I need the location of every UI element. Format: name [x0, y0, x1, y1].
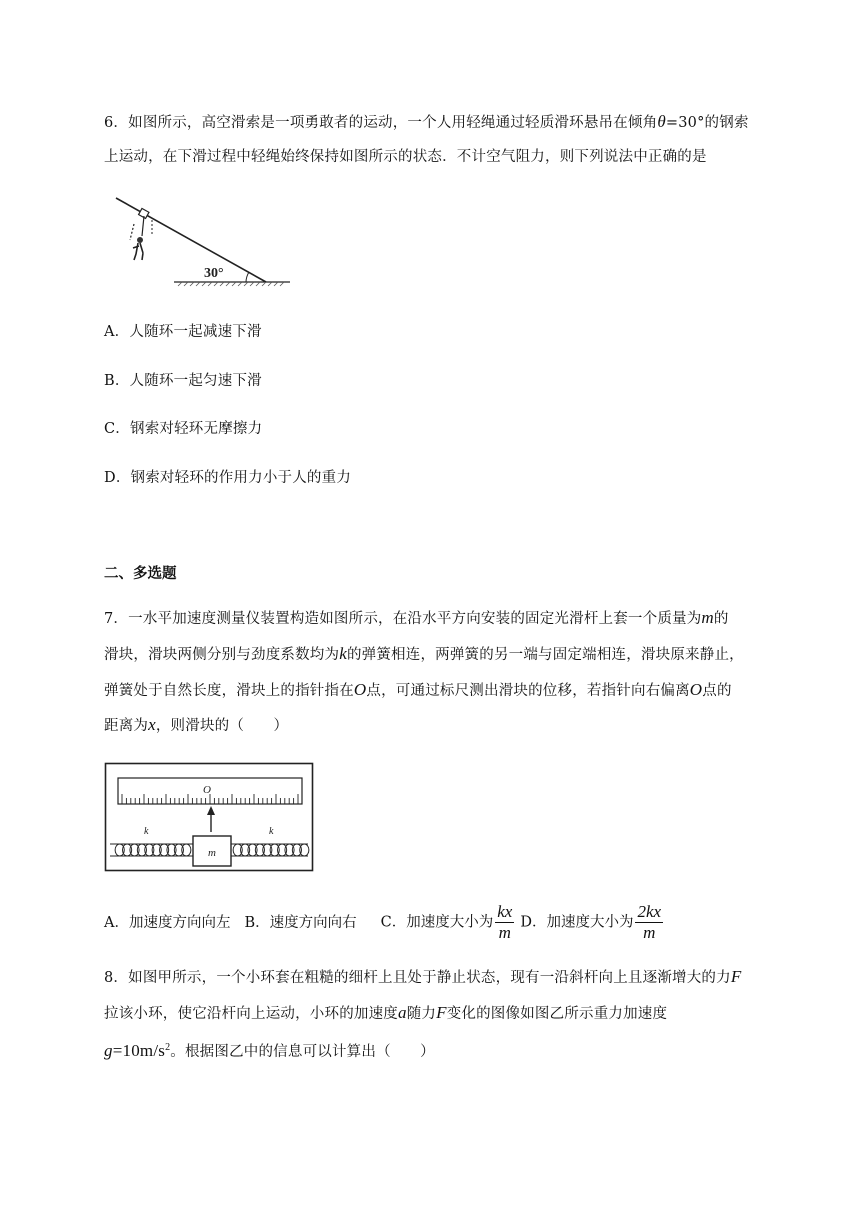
var-k: k: [339, 644, 347, 663]
var-o-1: O: [353, 680, 367, 699]
var-o-2: O: [689, 680, 703, 699]
q8-line-1: [104, 966, 741, 987]
q7-option-b: B．速度方向向右: [244, 914, 357, 931]
q7-l2b: 的弹簧相连，两弹簧的另一端与固定端相连，滑块原来静止，: [346, 647, 744, 663]
q8-l2c: 变化的图像如图乙所示重力加速度: [446, 1006, 668, 1022]
q6-option-d: D．钢索对轻环的作用力小于人的重力: [104, 470, 352, 486]
var-f-1: F: [730, 967, 742, 986]
q6-option-a: A．人随环一起减速下滑: [104, 324, 262, 340]
q7-l3b: 点，可通过标尺测出滑块的位移，若指针向右偏离: [366, 683, 690, 699]
frac-kx-m: [495, 902, 514, 943]
q7-l4b: ，则滑块的（ ）: [155, 718, 289, 734]
q8-l2b: 随力: [406, 1006, 437, 1022]
var-a: a: [398, 1003, 407, 1022]
var-f-2: F: [436, 1003, 447, 1022]
q7-l1b: 的: [713, 611, 729, 627]
q6-text-b: =30°的钢索: [665, 115, 749, 131]
section-title: 二、多选题: [104, 565, 177, 582]
q8-line-2: [104, 1002, 667, 1023]
theta-symbol: θ: [657, 112, 666, 131]
frac-d-den: m: [643, 923, 656, 942]
frac-d-num: 2kx: [637, 902, 662, 921]
q7-optd-text: D．加速度大小为: [520, 914, 634, 931]
frac-c-num: kx: [497, 902, 513, 921]
q8-line-3: [104, 1040, 435, 1061]
q6-zipline-figure: [112, 190, 296, 292]
q7-optc-text: C．加速度大小为: [380, 914, 494, 931]
spring-right-label: k: [269, 826, 274, 837]
g-value: =10m/s: [112, 1041, 166, 1060]
var-x: x: [148, 715, 156, 734]
q6-text-a: 6．如图所示，高空滑索是一项勇敢者的运动，一个人用轻绳通过轻质滑环悬吊在倾角: [104, 115, 658, 131]
q7-option-c: [381, 902, 515, 943]
q6-option-c: C．钢索对轻环无摩擦力: [104, 421, 263, 437]
frac-2kx-m: [635, 902, 663, 943]
q7-l3a: 弹簧处于自然长度，滑块上的指针指在: [104, 683, 354, 699]
q7-line-4: [104, 714, 288, 735]
q8-l1a: 8．如图甲所示，一个小环套在粗糙的细杆上且处于静止状态，现有一沿斜杆向上且逐渐增大的力: [104, 970, 731, 986]
q7-l2a: 滑块，滑块两侧分别与劲度系数均为: [104, 647, 340, 663]
q7-line-3: [104, 679, 732, 700]
q7-line-1: [104, 607, 729, 628]
q6-line-2: 上运动，在下滑过程中轻绳始终保持如图所示的状态．不计空气阻力，则下列说法中正确的是: [104, 149, 707, 165]
q7-option-a: A．加速度方向向左: [104, 914, 231, 931]
scale-o-label: O: [203, 784, 211, 796]
q7-options: [104, 902, 663, 943]
q6-option-b: B．人随环一起匀速下滑: [104, 373, 262, 389]
angle-label: 30°: [204, 266, 224, 281]
frac-c-den: m: [498, 923, 511, 942]
q7-l4a: 距离为: [104, 718, 149, 734]
q8-l3b: 。根据图乙中的信息可以计算出（ ）: [170, 1044, 435, 1060]
var-g: g: [104, 1041, 113, 1060]
q7-l3c: 点的: [702, 683, 732, 699]
q6-line-1: [104, 111, 749, 132]
block-label: m: [208, 847, 216, 859]
q7-line-2: [104, 643, 744, 664]
spring-left-label: k: [144, 826, 149, 837]
q7-option-d: [520, 902, 663, 943]
q8-l2a: 拉该小环，使它沿杆向上运动，小环的加速度: [104, 1006, 398, 1022]
var-m: m: [701, 608, 714, 627]
q7-accelerometer-figure: [104, 762, 314, 872]
g-exponent: 2: [165, 1042, 171, 1054]
q7-l1a: 7．一水平加速度测量仪装置构造如图所示，在沿水平方向安装的固定光滑杆上套一个质量为: [104, 611, 702, 627]
